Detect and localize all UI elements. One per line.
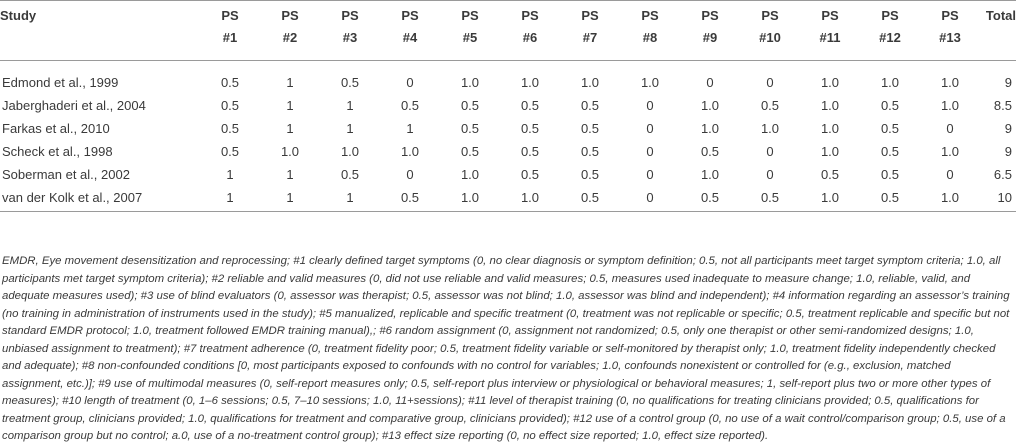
score-cell: 0.5 [520,144,540,159]
score-cell: 0.5 [680,186,740,212]
score-cell: 0.5 [580,144,600,159]
total-cell: 9 [1004,144,1012,159]
score-cell: 0.5 [880,98,900,113]
score-cell: 0 [766,144,774,159]
score-cell: 0 [766,75,774,90]
score-cell: 0.5 [880,167,900,182]
total-cell: 10 [980,186,1016,212]
score-cell: 1.0 [440,186,500,212]
score-cell: 0.5 [880,144,900,159]
score-cell: 0.5 [340,75,360,90]
score-cell: 1.0 [280,144,300,159]
score-cell: 0.5 [520,98,540,113]
header-ps-number: #10 [740,30,800,61]
score-cell: 1.0 [400,144,420,159]
score-cell: 0.5 [380,186,440,212]
score-cell: 1.0 [820,121,840,136]
score-cell: 0.5 [560,186,620,212]
table-body [0,61,1016,212]
score-cell: 1 [346,98,354,113]
score-cell: 0.5 [400,98,420,113]
header-ps-number: #8 [620,30,680,61]
total-cell: 8.5 [993,98,1012,113]
header-ps-label: PS [500,1,560,31]
score-cell: 0.5 [580,167,600,182]
score-cell: 0 [406,75,414,90]
score-cell: 0 [406,167,414,182]
header-study-spacer [0,30,200,61]
score-cell: 1 [286,75,294,90]
score-cell: 1 [320,186,380,212]
score-cell: 1 [406,121,414,136]
total-cell: 6.5 [993,167,1012,182]
header-ps-number: #4 [380,30,440,61]
score-cell: 1 [286,167,294,182]
header-study: Study [0,1,200,31]
score-cell: 1 [286,98,294,113]
score-cell: 0.5 [520,167,540,182]
score-cell: 0 [646,144,654,159]
header-ps-label: PS [620,1,680,31]
study-name-cell: Jaberghaderi et al., 2004 [2,98,146,113]
table-header [0,1,1016,61]
table-footnote: EMDR, Eye movement desensitization and reprocessing; #1 clearly defined target symptoms (0, no clear diagnosis or symptom definition; 0.5, not all participants meet target symptom criteria; 1.0, all participants met target symptom criteria); #2 reliable and valid measures (0, did not use reliable and valid measures; 0.5, measures used inadequate to measure change; 1.0, reliable, valid, and adequate measures used); #3 use of blind evaluators (0, assessor was therapist; 0.5, assessor was not blind; 1.0, assessor was blind and independent); #4 information regarding an assessor’s training (no training in administration of instruments used in the study); #5 manualized, replicable and specific treatment (0, treatment was not replicable or specific; 0.5, treatment replicable and specific but not standard EMDR protocol; 1.0, treatment followed EMDR training manual),; #6 random assignment (0, assignment not randomized; 0.5, only one therapist or other semi-randomized designs; 1.0, unbiased assignment to treatment); #7 treatment adherence (0, treatment fidelity poor; 0.5, treatment fidelity variable or self-monitored by therapist only; 1.0, treatment fidelity independently checked and adequate); #8 non-confounded conditions [0, most participants exposed to confounds with no control for variables; 1.0, confounds nonexistent or controlled for (e.g., exclusion, matched assignment, etc.)]; #9 use of multimodal measures (0, self-report measures only; 0.5, self-report plus interview or physiological or behavioral measures; 1, self-report plus two or more other types of measures); #10 length of treatment (0, 1–6 sessions; 0.5, 7–10 sessions; 1.0, 11+sessions); #11 level of therapist training (0, no qualifications for treating clinicians provided; 0.5, qualifications for treatment group, clinicians provided; 1.0, qualifications for treatment and comparative group, clinicians provided); #12 use of a control group (0, no use of a wait control/comparison group; 0.5, use of a comparison group but no control; a.0, use of a no-treatment control group); #13 effect size reporting (0, no effect size reported; 1.0, effect size reported). [2,255,1010,442]
score-cell: 0.5 [860,186,920,212]
header-ps-label: PS [380,1,440,31]
score-cell: 0.5 [700,144,720,159]
score-cell: 0.5 [740,186,800,212]
score-cell: 0 [646,167,654,182]
score-cell: 0.5 [340,167,360,182]
header-ps-number: #7 [560,30,620,61]
table-row [0,61,1016,95]
score-cell: 1.0 [940,75,960,90]
score-cell: 1.0 [820,144,840,159]
score-cell: 1.0 [700,98,720,113]
score-cell: 1.0 [580,75,600,90]
score-cell: 0 [620,186,680,212]
score-cell: 0.5 [460,121,480,136]
header-total-spacer [980,30,1016,61]
header-ps-label: PS [920,1,980,31]
header-ps-number: #3 [320,30,380,61]
score-cell: 1.0 [700,167,720,182]
score-cell: 0.5 [520,121,540,136]
score-cell: 0.5 [460,98,480,113]
score-cell: 0 [646,121,654,136]
header-ps-number: #2 [260,30,320,61]
header-total: Total [980,1,1016,31]
score-cell: 1.0 [640,75,660,90]
header-ps-number: #11 [800,30,860,61]
score-cell: 0.5 [580,98,600,113]
header-ps-label: PS [560,1,620,31]
score-cell: 1 [260,186,320,212]
total-cell: 9 [1004,121,1012,136]
study-name-cell: Soberman et al., 2002 [2,167,130,182]
header-ps-label: PS [860,1,920,31]
score-cell: 1.0 [460,167,480,182]
score-cell: 1.0 [940,98,960,113]
score-cell: 1 [286,121,294,136]
score-cell: 1.0 [700,121,720,136]
score-cell: 0 [706,75,714,90]
header-ps-label: PS [260,1,320,31]
header-ps-number: #1 [200,30,260,61]
quality-scores-table [0,0,1016,212]
score-cell: 1.0 [460,75,480,90]
score-cell: 0.5 [220,98,240,113]
score-cell: 0.5 [880,121,900,136]
score-cell: 0 [646,98,654,113]
score-cell: 1.0 [920,186,980,212]
score-cell: 0.5 [580,121,600,136]
score-cell: 1 [200,186,260,212]
total-cell: 9 [1004,75,1012,90]
study-name-cell: Farkas et al., 2010 [2,121,110,136]
score-cell: 0.5 [460,144,480,159]
score-cell: 1.0 [820,75,840,90]
score-cell: 1.0 [800,186,860,212]
score-cell: 1 [226,167,234,182]
header-ps-label: PS [740,1,800,31]
header-ps-number: #12 [860,30,920,61]
score-cell: 1.0 [940,144,960,159]
score-cell: 0.5 [220,144,240,159]
score-cell: 0.5 [820,167,840,182]
study-name-cell: Scheck et al., 1998 [2,144,113,159]
header-ps-label: PS [200,1,260,31]
header-ps-label: PS [440,1,500,31]
score-cell: 1.0 [820,98,840,113]
study-name-cell: Edmond et al., 1999 [2,75,119,90]
header-ps-number: #13 [920,30,980,61]
score-cell: 0.5 [220,121,240,136]
header-ps-number: #9 [680,30,740,61]
header-ps-label: PS [680,1,740,31]
header-ps-label: PS [800,1,860,31]
score-cell: 1 [346,121,354,136]
header-ps-number: #5 [440,30,500,61]
score-cell: 1.0 [880,75,900,90]
table-row [0,117,1016,140]
table-row [0,163,1016,186]
table-row [0,140,1016,163]
score-cell: 0 [766,167,774,182]
score-cell: 1.0 [520,75,540,90]
header-ps-number: #6 [500,30,560,61]
score-cell: 0 [946,121,954,136]
table-row [0,186,1016,212]
table-row [0,94,1016,117]
score-cell: 0 [946,167,954,182]
score-cell: 1.0 [500,186,560,212]
score-cell: 1.0 [340,144,360,159]
score-cell: 1.0 [760,121,780,136]
score-cell: 0.5 [220,75,240,90]
score-cell: 0.5 [760,98,780,113]
header-ps-label: PS [320,1,380,31]
study-name-cell: van der Kolk et al., 2007 [0,186,200,212]
